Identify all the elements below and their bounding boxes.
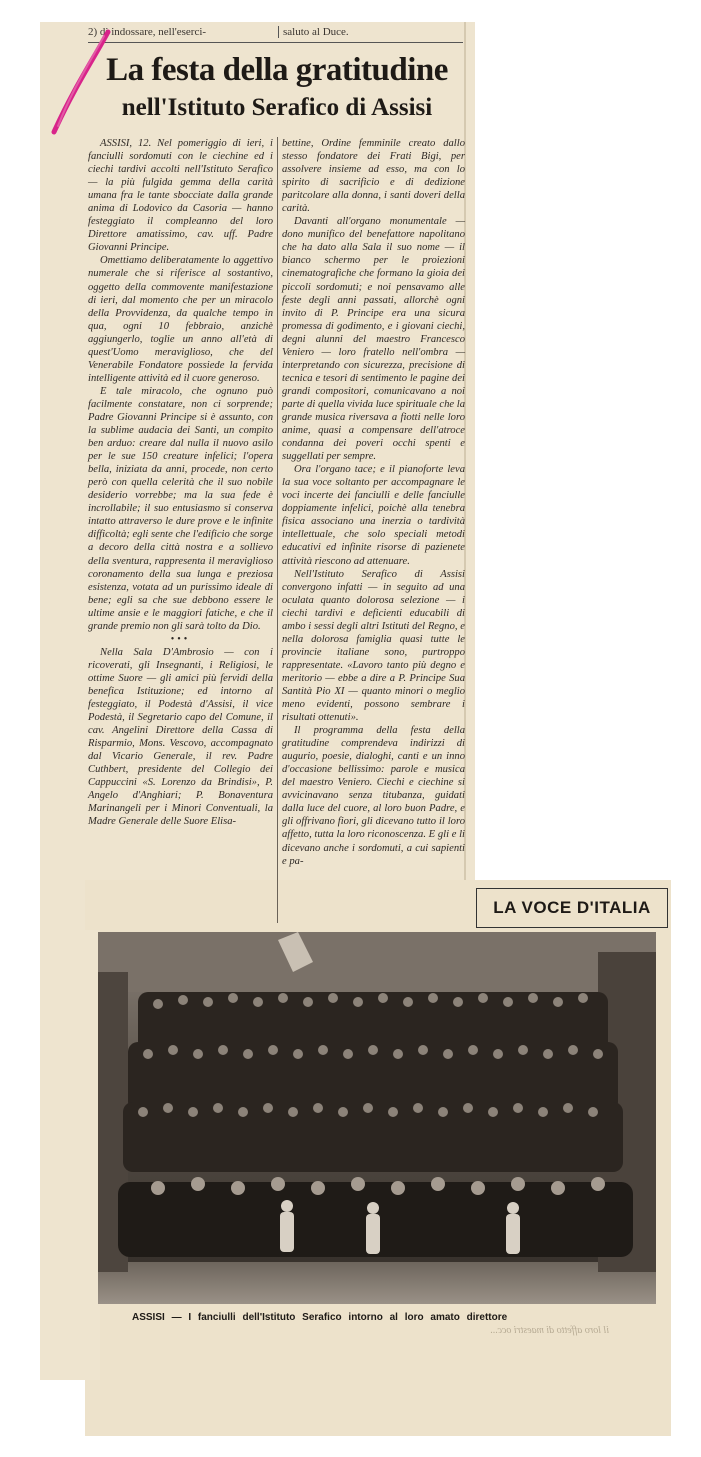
paragraph: bettine, Ordine femminile creato dallo stesso fondatore dei Frati Bigi, per assolvere insieme ad esso, ma con lo spirito di sacrificio e di dedizione paritcolare alla donna, i santi doveri della carità. bbox=[282, 138, 465, 215]
clipping-edge bbox=[467, 22, 475, 882]
section-separator: ••• bbox=[170, 633, 191, 645]
article-headline: La festa della gratitudine bbox=[106, 52, 448, 88]
article-column-2 bbox=[282, 137, 465, 877]
paragraph: Nell'Istituto Serafico di Assisi convergono infatti — in seguito ad una oculata quanto dolorosa selezione — i ciechi tardivi e deficienti educabili di ambo i sessi degli altri Istituti del Regno, e nella dolorosa famiglia quasi tutte le provincie italiane sono, purtroppo rappresentate. «Lavoro tanto più degno e meritorio — ebbe a dire a P. Principe Sua Santità Pio XI — quanto minori o meglio meno evidenti, possono sembrare i risultati ottenuti». bbox=[282, 568, 465, 724]
top-fragment-left: 2) di indossare, nell'eserci- bbox=[88, 26, 207, 38]
paragraph: Omettiamo deliberatamente lo aggettivo numerale che si riferisce al sostantivo, oggetto della commovente manifestazione di ieri, dal momento che per un miracolo della Provvidenza, da qualche tempo in qua, ogni 10 febbraio, anzichè aggiungerlo, toglie un anno all'età di quest'Uomo meraviglioso, che del Venerabile Fondatore possiede la fervida intelligente attività ed il cuore generoso. bbox=[88, 255, 273, 384]
paragraph: Il programma della festa della gratitudine comprendeva indirizzi di augurio, poesie, dialoghi, canti e un inno d'occasione bellissimo: parole e musica del maestro Veniero. Ciechi e ciechine si avvicinavano senza titubanza, guidati dalla luce del cuore, al loro buon Padre, e gli offrivano fiori, gli dicevano tutto il loro affetto, tutta la loro riconoscenza. E gli e li dicevano anche i sordomuti, a cui sapienti e pa- bbox=[282, 725, 465, 867]
photo-illustration bbox=[98, 932, 656, 1304]
paragraph: Nella Sala D'Ambrosio — con i ricoverati, gli Insegnanti, i Religiosi, le ottime Suore — gli amici più fervidi della benefica Istituzione; ed intorno al festeggiato, il Podestà d'Assisi, il vice Podestà, il Segretario capo del Comune, il cav. Angelini Direttore della Cassa di Risparmio, Mons. Vescovo, accompagnato dal Vicario Generale, il rev. Padre Cuthbert, presidente del Collegio dei Cappuccini «S. Lorenzo da Brindisi», P. Angelo d'Anghiari; P. Bonaventura Marinangeli per i Minori Conventuali, la Madre Generale delle Suore Elisa- bbox=[88, 646, 273, 828]
article-column-1 bbox=[88, 137, 273, 917]
paragraph: Ora l'organo tace; e il pianoforte leva la sua voce soltanto per accompagnare le voci incerte dei fanciulli e delle fanciulle doppiamente infelici, poichè alla tenebra fisica associano una inerzia o tardività intellettuale, che solo speciali metodi educativi ed infinite risorse di pazienete attività riescono ad attenuare. bbox=[282, 464, 465, 567]
paragraph: E tale miracolo, che ognuno può facilmente constatare, non ci sorprende; Padre Giovanni Principe si è assunto, con la sublime audacia dei Santi, un compito ben arduo: creare dal nulla il nuovo asilo per le sue 150 creature infelici; l'opera bella, iniziata da anni, procede, non certo però con quella celerità che il suo nobile desiderio vorrebbe; ma la sua fede è incrollabile; il suo entusiasmo si conserva intatto attraverso le dure prove e le infinite difficoltà; egli sente che l'edificio che sorge a decoro della città nostra e a sollievo della sventura, rappresenta il meraviglioso coronamento della sua lunga e preziosa esistenza, votata ad un purissimo ideale di bene; egli sa che sue debbono essere le ultime ansie e le maggiori fatiche, e che il grande premio non gli sarà tolto da Dio. bbox=[88, 385, 273, 632]
paragraph: Davanti all'organo monumentale — dono munifico del benefattore napolitano che ha dato alla Sala il suo nome — il bianco schermo per le proiezioni cinematografiche che formano la gioia dei piccoli sordomuti; e noi pensavamo alle feste degli anni passati, allorchè ogni invito di P. Principe era una sicura promessa di godimento, e i giovani ciechi, degni alunni del maestro Francesco Veniero — loro fratello nell'ombra — interpretando con sicurezza, precisione di tecnica e tesori di sentimento le pagine dei grandi compositori, comunicavano a noi parte di quella vivida luce spirituale che la grande musica riversava a fiotti nelle loro anime, quasi a compensare dell'atroce condanna dei poveri occhi spenti e suggellati per sempre. bbox=[282, 216, 465, 463]
top-fragment-right: saluto al Duce. bbox=[278, 26, 349, 38]
clipping-left-margin bbox=[40, 930, 100, 1380]
cut-off-text-line bbox=[88, 26, 448, 40]
group-photograph bbox=[98, 932, 656, 1304]
column-rule bbox=[277, 137, 278, 923]
top-rule bbox=[88, 42, 463, 43]
paragraph: ASSISI, 12. Nel pomeriggio di ieri, i fanciulli sordomuti con le ciechine ed i ciechi tardivi accolti nell'Istituto Serafico — la più fulgida gemma della carità umana fra le tante sbocciate dalla grande anima di Lodovico da Casoria — hanno festeggiato il compleanno del loro Direttore amatissimo, cav. uff. Padre Giovanni Principe. bbox=[88, 138, 273, 254]
article-subheadline: nell'Istituto Serafico di Assisi bbox=[121, 94, 433, 121]
photo-caption: ASSISI — I fanciulli dell'Istituto Serafico intorno al loro amato direttore bbox=[132, 1312, 508, 1323]
bleed-through-text: il loro affetto di maestri occ... bbox=[490, 1325, 610, 1336]
newspaper-masthead: LA VOCE D'ITALIA bbox=[476, 888, 668, 928]
